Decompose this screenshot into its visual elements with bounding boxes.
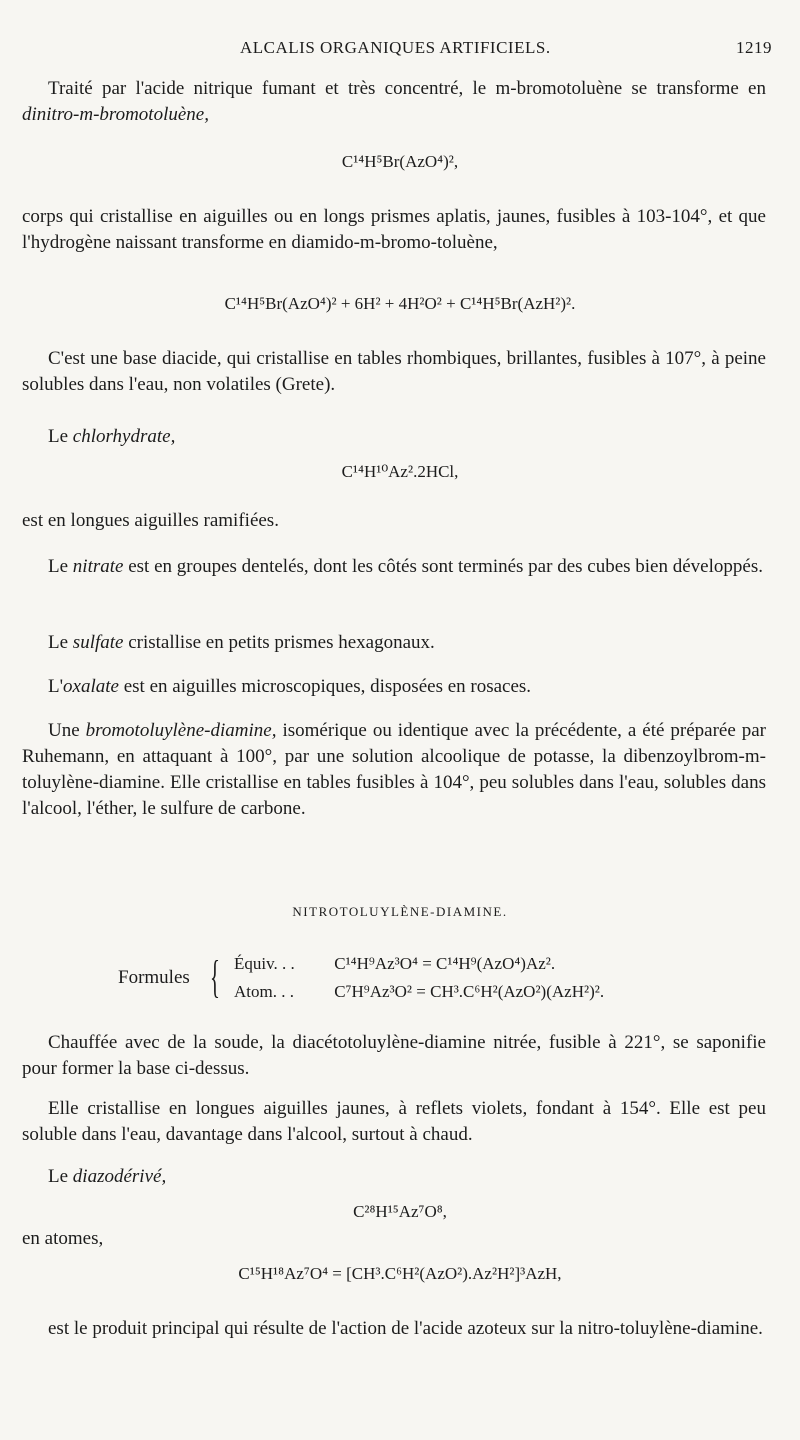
p8-rest: est en aiguilles microscopiques, disposées en rosaces. bbox=[123, 676, 532, 697]
formula-4: C²⁸H¹⁵Az⁷O⁸, bbox=[353, 1202, 447, 1221]
p9-prefix: Une bbox=[48, 720, 80, 741]
paragraph-3: C'est une base diacide, qui cristallise en tables rhombiques, brillantes, fusibles à 107°, à peine solubles dans l'eau, non volatiles (Grete). bbox=[22, 348, 766, 395]
p1-emphasis: dinitro-m-bromotoluène, bbox=[22, 104, 209, 125]
p4-emphasis: chlorhydrate, bbox=[72, 426, 176, 447]
p6-emphasis: nitrate bbox=[72, 556, 124, 577]
p9-rest: isomérique ou identique avec la précédente, a été préparée par Ruhemann, en attaquant à 100°, par une solution alcoolique de potasse, la dibenzoylbrom-m-toluylène-diamine. Elle cristallise en tables fusibles à 104°, peu solubles dans l'eau, solubles dans l'alcool, l'éther, le sulfure de carbone. bbox=[22, 720, 767, 819]
paragraph-12 bbox=[22, 1164, 766, 1190]
p12-prefix: Le bbox=[48, 1166, 69, 1187]
formula-row-equiv bbox=[234, 954, 555, 974]
formula-row-atom bbox=[234, 982, 604, 1002]
section-heading: NITROTOLUYLÈNE-DIAMINE. bbox=[292, 904, 508, 919]
equiv-label: Équiv. . . bbox=[234, 954, 295, 973]
paragraph-13: en atomes, bbox=[22, 1228, 104, 1249]
p7-rest: cristallise en petits prismes hexagonaux. bbox=[128, 632, 435, 653]
paragraph-1 bbox=[22, 76, 766, 128]
paragraph-14: est le produit principal qui résulte de l'action de l'acide azoteux sur la nitro-toluylène-diamine. bbox=[48, 1318, 763, 1339]
p1-text: Traité par l'acide nitrique fumant et très concentré, le m-bromotoluène se transforme en bbox=[48, 78, 766, 99]
atom-label: Atom. . . bbox=[234, 982, 294, 1001]
paragraph-11: Elle cristallise en longues aiguilles jaunes, à reflets violets, fondant à 154°. Elle est peu soluble dans l'eau, davantage dans l'alcool, surtout à chaud. bbox=[22, 1098, 766, 1145]
p7-emphasis: sulfate bbox=[72, 632, 124, 653]
paragraph-5: est en longues aiguilles ramifiées. bbox=[22, 510, 279, 531]
formula-5: C¹⁵H¹⁸Az⁷O⁴ = [CH³.C⁶H²(AzO²).Az²H²]³AzH, bbox=[238, 1264, 562, 1283]
p8-emphasis: oxalate bbox=[63, 676, 119, 697]
paragraph-2: corps qui cristallise en aiguilles ou en longs prismes aplatis, jaunes, fusibles à 103-104°, et que l'hydrogène naissant transforme en diamido-m-bromo-toluène, bbox=[22, 206, 766, 253]
equiv-formula: C¹⁴H⁹Az³O⁴ = C¹⁴H⁹(AzO⁴)Az². bbox=[334, 954, 556, 973]
paragraph-8 bbox=[22, 674, 766, 700]
paragraph-4 bbox=[22, 424, 766, 450]
formula-2: C¹⁴H⁵Br(AzO⁴)² + 6H² + 4H²O² + C¹⁴H⁵Br(AzH²)². bbox=[224, 294, 576, 313]
paragraph-7 bbox=[22, 630, 766, 656]
brace-icon: { bbox=[210, 951, 220, 1002]
p12-emphasis: diazodérivé, bbox=[72, 1166, 167, 1187]
formula-3: C¹⁴H¹⁰Az².2HCl, bbox=[341, 462, 459, 481]
page-number: 1219 bbox=[736, 38, 772, 57]
p4-prefix: Le bbox=[48, 426, 69, 447]
paragraph-9 bbox=[22, 718, 766, 822]
header-title: ALCALIS ORGANIQUES ARTIFICIELS. bbox=[240, 38, 551, 57]
p6-rest: est en groupes dentelés, dont les côtés sont terminés par des cubes bien développés. bbox=[128, 556, 763, 577]
paragraph-6 bbox=[22, 554, 766, 580]
p7-prefix: Le bbox=[48, 632, 69, 653]
p6-prefix: Le bbox=[48, 556, 69, 577]
p9-emphasis: bromotoluylène-diamine, bbox=[85, 720, 277, 741]
formula-1: C¹⁴H⁵Br(AzO⁴)², bbox=[341, 152, 459, 171]
formulas-table bbox=[118, 950, 678, 1012]
formulas-label: Formules bbox=[118, 967, 190, 988]
p8-prefix: L' bbox=[48, 676, 64, 697]
running-header bbox=[22, 38, 772, 64]
paragraph-10: Chauffée avec de la soude, la diacétotoluylène-diamine nitrée, fusible à 221°, se saponifie pour former la base ci-dessus. bbox=[22, 1032, 766, 1079]
atom-formula: C⁷H⁹Az³O² = CH³.C⁶H²(AzO²)(AzH²)². bbox=[334, 982, 605, 1001]
